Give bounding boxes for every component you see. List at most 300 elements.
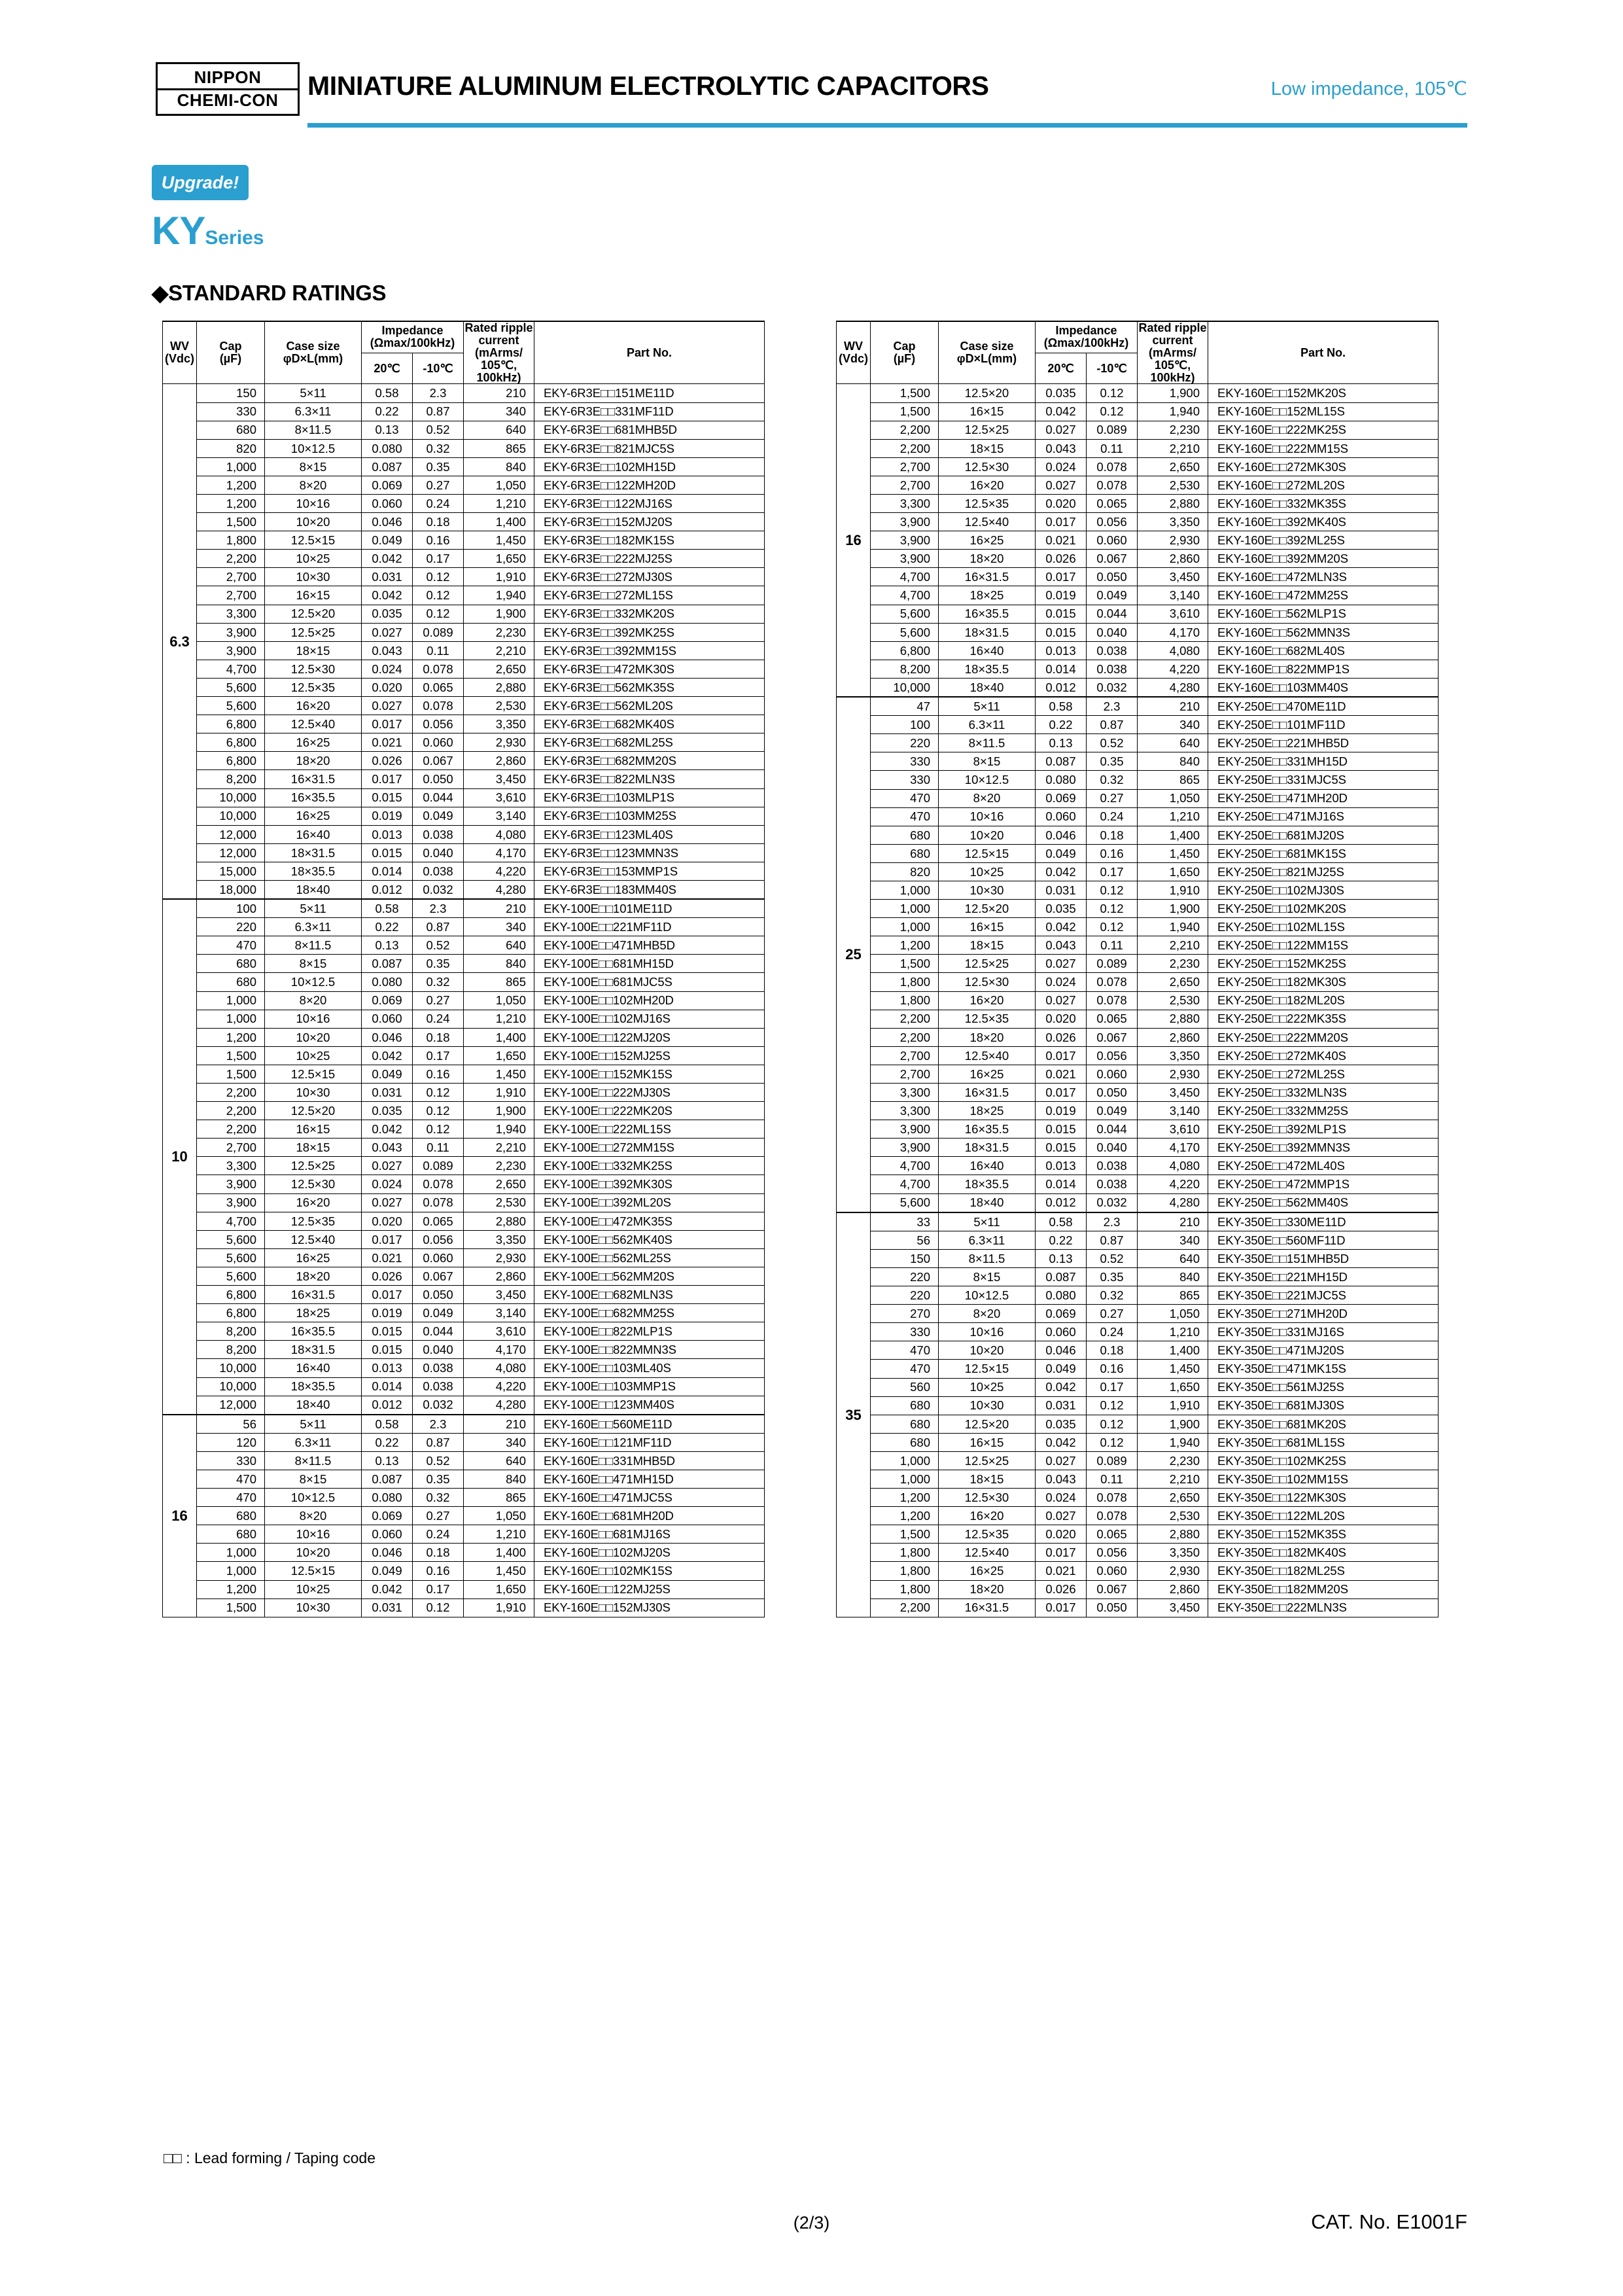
impedance-m10c-cell: 2.3 xyxy=(413,1415,464,1434)
impedance-m10c-cell: 0.24 xyxy=(413,495,464,513)
case-size-cell: 18×20 xyxy=(265,1267,362,1285)
case-size-cell: 8×20 xyxy=(265,476,362,494)
ripple-current-cell: 4,220 xyxy=(464,1377,534,1396)
cap-cell: 56 xyxy=(871,1231,939,1249)
impedance-m10c-cell: 0.056 xyxy=(1087,513,1138,531)
part-no-cell: EKY-160E□□392ML25S xyxy=(1208,531,1439,550)
impedance-20c-cell: 0.043 xyxy=(362,641,413,660)
impedance-m10c-cell: 0.056 xyxy=(413,715,464,733)
wv-cell: 35 xyxy=(837,1212,871,1617)
page-number: (2/3) xyxy=(793,2213,830,2233)
case-size-cell: 10×16 xyxy=(939,807,1036,826)
table-row xyxy=(837,1580,1439,1598)
part-no-cell: EKY-160E□□102MK15S xyxy=(534,1562,765,1580)
impedance-20c-cell: 0.080 xyxy=(1036,771,1087,789)
case-size-cell: 6.3×11 xyxy=(265,918,362,936)
table-row xyxy=(163,770,765,788)
part-no-cell: EKY-250E□□182ML20S xyxy=(1208,991,1439,1010)
lead-forming-note: □□ : Lead forming / Taping code xyxy=(164,2149,375,2166)
ripple-current-cell: 4,170 xyxy=(1138,1139,1208,1157)
table-row xyxy=(837,1378,1439,1396)
part-no-cell: EKY-250E□□102MK20S xyxy=(1208,900,1439,918)
cap-cell: 8,200 xyxy=(197,770,265,788)
case-size-cell: 16×20 xyxy=(939,476,1036,494)
case-size-cell: 18×31.5 xyxy=(939,623,1036,641)
table-row xyxy=(163,1084,765,1102)
table-row xyxy=(163,1470,765,1488)
part-no-cell: EKY-350E□□222MLN3S xyxy=(1208,1598,1439,1617)
ripple-current-cell: 3,450 xyxy=(464,1286,534,1304)
part-no-cell: EKY-250E□□221MHB5D xyxy=(1208,734,1439,752)
impedance-m10c-cell: 0.12 xyxy=(413,568,464,586)
table-row xyxy=(837,734,1439,752)
ripple-current-cell: 1,940 xyxy=(1138,918,1208,936)
impedance-m10c-cell: 0.12 xyxy=(1087,384,1138,402)
table-row xyxy=(837,955,1439,973)
table-row xyxy=(163,843,765,862)
cap-cell: 1,000 xyxy=(871,918,939,936)
cap-cell: 1,500 xyxy=(871,1525,939,1544)
table-row xyxy=(163,457,765,476)
part-no-cell: EKY-350E□□331MJ16S xyxy=(1208,1323,1439,1341)
cap-cell: 2,700 xyxy=(197,1139,265,1157)
table-row xyxy=(163,1046,765,1065)
ripple-current-cell: 3,610 xyxy=(1138,605,1208,623)
case-size-cell: 10×25 xyxy=(265,1046,362,1065)
impedance-m10c-cell: 0.089 xyxy=(1087,1451,1138,1470)
table-row xyxy=(837,1525,1439,1544)
part-no-cell: EKY-350E□□681ML15S xyxy=(1208,1433,1439,1451)
impedance-20c-cell: 0.020 xyxy=(1036,1525,1087,1544)
cap-cell: 4,700 xyxy=(871,586,939,605)
cap-cell: 1,200 xyxy=(871,1507,939,1525)
header-part-no: Part No. xyxy=(1208,321,1439,384)
case-size-cell: 12.5×35 xyxy=(265,1212,362,1230)
part-no-cell: EKY-100E□□471MHB5D xyxy=(534,936,765,955)
impedance-20c-cell: 0.042 xyxy=(362,550,413,568)
table-row xyxy=(837,623,1439,641)
cap-cell: 470 xyxy=(197,1470,265,1488)
cap-cell: 220 xyxy=(197,918,265,936)
table-row xyxy=(837,826,1439,844)
ripple-current-cell: 1,940 xyxy=(464,1120,534,1139)
table-row xyxy=(163,1396,765,1415)
impedance-20c-cell: 0.027 xyxy=(1036,1507,1087,1525)
case-size-cell: 5×11 xyxy=(265,899,362,918)
case-size-cell: 16×35.5 xyxy=(265,788,362,807)
case-size-cell: 12.5×30 xyxy=(265,1175,362,1193)
part-no-cell: EKY-250E□□272ML25S xyxy=(1208,1065,1439,1083)
table-row xyxy=(837,1157,1439,1175)
impedance-m10c-cell: 0.067 xyxy=(1087,550,1138,568)
cap-cell: 680 xyxy=(871,844,939,862)
impedance-m10c-cell: 0.040 xyxy=(413,1341,464,1359)
cap-cell: 1,800 xyxy=(871,991,939,1010)
ripple-current-cell: 2,210 xyxy=(464,1139,534,1157)
table-row xyxy=(837,605,1439,623)
cap-cell: 150 xyxy=(871,1249,939,1267)
table-row xyxy=(837,900,1439,918)
impedance-m10c-cell: 0.032 xyxy=(1087,678,1138,697)
impedance-m10c-cell: 0.32 xyxy=(1087,771,1138,789)
case-size-cell: 10×20 xyxy=(939,1341,1036,1360)
table-row xyxy=(837,660,1439,678)
impedance-m10c-cell: 0.24 xyxy=(1087,807,1138,826)
case-size-cell: 12.5×40 xyxy=(939,513,1036,531)
case-size-cell: 12.5×20 xyxy=(265,1102,362,1120)
header-impedance-m10c: -10℃ xyxy=(413,353,464,384)
part-no-cell: EKY-350E□□102MM15S xyxy=(1208,1470,1439,1488)
part-no-cell: EKY-100E□□222MJ30S xyxy=(534,1084,765,1102)
case-size-cell: 16×15 xyxy=(939,1433,1036,1451)
ripple-current-cell: 865 xyxy=(1138,771,1208,789)
impedance-m10c-cell: 0.078 xyxy=(1087,991,1138,1010)
ripple-current-cell: 2,530 xyxy=(1138,1507,1208,1525)
ripple-current-cell: 865 xyxy=(464,1489,534,1507)
header-impedance: Impedance (Ωmax/100kHz) xyxy=(1036,321,1138,353)
impedance-20c-cell: 0.060 xyxy=(1036,1323,1087,1341)
cap-cell: 3,300 xyxy=(871,1084,939,1102)
impedance-m10c-cell: 0.32 xyxy=(413,439,464,457)
ripple-current-cell: 1,650 xyxy=(464,1046,534,1065)
impedance-20c-cell: 0.58 xyxy=(362,384,413,402)
impedance-m10c-cell: 0.056 xyxy=(1087,1544,1138,1562)
impedance-20c-cell: 0.027 xyxy=(362,623,413,641)
table-row xyxy=(837,697,1439,716)
cap-cell: 1,500 xyxy=(197,1598,265,1617)
cap-cell: 680 xyxy=(197,973,265,991)
table-row xyxy=(837,641,1439,660)
impedance-20c-cell: 0.22 xyxy=(362,918,413,936)
ripple-current-cell: 1,910 xyxy=(1138,881,1208,899)
part-no-cell: EKY-160E□□331MHB5D xyxy=(534,1451,765,1470)
part-no-cell: EKY-6R3E□□332MK20S xyxy=(534,605,765,623)
case-size-cell: 16×40 xyxy=(265,825,362,843)
ripple-current-cell: 1,940 xyxy=(464,586,534,605)
impedance-20c-cell: 0.027 xyxy=(1036,421,1087,439)
table-row xyxy=(163,402,765,421)
case-size-cell: 10×16 xyxy=(265,1525,362,1544)
ripple-current-cell: 4,220 xyxy=(1138,660,1208,678)
table-row xyxy=(163,1139,765,1157)
cap-cell: 2,700 xyxy=(871,1065,939,1083)
impedance-20c-cell: 0.080 xyxy=(362,1489,413,1507)
case-size-cell: 8×15 xyxy=(265,457,362,476)
ripple-current-cell: 210 xyxy=(1138,697,1208,716)
part-no-cell: EKY-100E□□681MJC5S xyxy=(534,973,765,991)
case-size-cell: 12.5×35 xyxy=(939,495,1036,513)
impedance-m10c-cell: 0.067 xyxy=(413,752,464,770)
case-size-cell: 8×15 xyxy=(939,1267,1036,1286)
cap-cell: 1,200 xyxy=(197,1580,265,1598)
table-row xyxy=(837,1028,1439,1046)
ripple-current-cell: 1,900 xyxy=(1138,384,1208,402)
cap-cell: 680 xyxy=(871,1415,939,1433)
part-no-cell: EKY-6R3E□□682ML25S xyxy=(534,733,765,752)
part-no-cell: EKY-100E□□562ML25S xyxy=(534,1248,765,1267)
cap-cell: 220 xyxy=(871,1267,939,1286)
impedance-m10c-cell: 0.050 xyxy=(1087,1084,1138,1102)
table-head xyxy=(163,321,765,384)
impedance-20c-cell: 0.031 xyxy=(362,1084,413,1102)
impedance-m10c-cell: 0.16 xyxy=(413,1562,464,1580)
impedance-20c-cell: 0.020 xyxy=(1036,1010,1087,1028)
impedance-m10c-cell: 0.87 xyxy=(413,402,464,421)
ripple-current-cell: 2,930 xyxy=(1138,1562,1208,1580)
impedance-20c-cell: 0.026 xyxy=(1036,1028,1087,1046)
impedance-20c-cell: 0.060 xyxy=(1036,807,1087,826)
impedance-20c-cell: 0.020 xyxy=(362,678,413,696)
impedance-m10c-cell: 0.089 xyxy=(1087,421,1138,439)
impedance-20c-cell: 0.049 xyxy=(362,531,413,550)
table-row xyxy=(163,1433,765,1451)
impedance-20c-cell: 0.080 xyxy=(362,973,413,991)
impedance-20c-cell: 0.027 xyxy=(1036,476,1087,494)
part-no-cell: EKY-250E□□331MJC5S xyxy=(1208,771,1439,789)
part-no-cell: EKY-100E□□682MM25S xyxy=(534,1304,765,1322)
table-row xyxy=(163,715,765,733)
impedance-20c-cell: 0.017 xyxy=(1036,1598,1087,1617)
case-size-cell: 10×30 xyxy=(939,1396,1036,1415)
part-no-cell: EKY-350E□□152MK35S xyxy=(1208,1525,1439,1544)
part-no-cell: EKY-350E□□221MJC5S xyxy=(1208,1286,1439,1305)
table-row xyxy=(837,881,1439,899)
cap-cell: 680 xyxy=(871,826,939,844)
cap-cell: 2,700 xyxy=(197,586,265,605)
part-no-cell: EKY-160E□□103MM40S xyxy=(1208,678,1439,697)
table-row xyxy=(163,1193,765,1212)
part-no-cell: EKY-350E□□681MK20S xyxy=(1208,1415,1439,1433)
cap-cell: 6,800 xyxy=(197,733,265,752)
impedance-20c-cell: 0.026 xyxy=(362,752,413,770)
table-row xyxy=(163,495,765,513)
table-row xyxy=(837,402,1439,421)
impedance-20c-cell: 0.015 xyxy=(362,1341,413,1359)
ripple-current-cell: 3,450 xyxy=(1138,1084,1208,1102)
ripple-current-cell: 2,860 xyxy=(464,1267,534,1285)
table-row xyxy=(837,973,1439,991)
impedance-m10c-cell: 0.18 xyxy=(1087,826,1138,844)
table-row xyxy=(163,697,765,715)
ripple-current-cell: 3,450 xyxy=(464,770,534,788)
table-row xyxy=(163,1580,765,1598)
case-size-cell: 18×35.5 xyxy=(265,862,362,880)
case-size-cell: 12.5×25 xyxy=(939,421,1036,439)
impedance-20c-cell: 0.017 xyxy=(362,770,413,788)
table-row xyxy=(837,1175,1439,1193)
cap-cell: 1,800 xyxy=(871,973,939,991)
table-row xyxy=(837,918,1439,936)
table-row xyxy=(163,1341,765,1359)
impedance-20c-cell: 0.043 xyxy=(362,1139,413,1157)
impedance-20c-cell: 0.012 xyxy=(1036,1193,1087,1212)
page-subtitle: Low impedance, 105℃ xyxy=(1270,79,1467,99)
case-size-cell: 12.5×30 xyxy=(939,1489,1036,1507)
cap-cell: 3,900 xyxy=(871,513,939,531)
impedance-20c-cell: 0.087 xyxy=(362,955,413,973)
part-no-cell: EKY-100E□□102MJ16S xyxy=(534,1010,765,1028)
ripple-current-cell: 2,650 xyxy=(1138,1489,1208,1507)
ripple-current-cell: 865 xyxy=(1138,1286,1208,1305)
table-row xyxy=(163,586,765,605)
part-no-cell: EKY-160E□□222MK25S xyxy=(1208,421,1439,439)
ripple-current-cell: 2,650 xyxy=(464,1175,534,1193)
impedance-20c-cell: 0.021 xyxy=(1036,531,1087,550)
part-no-cell: EKY-100E□□392ML20S xyxy=(534,1193,765,1212)
impedance-20c-cell: 0.031 xyxy=(1036,881,1087,899)
ripple-current-cell: 2,650 xyxy=(1138,973,1208,991)
cap-cell: 680 xyxy=(197,1507,265,1525)
ripple-current-cell: 3,140 xyxy=(1138,1102,1208,1120)
impedance-20c-cell: 0.027 xyxy=(1036,955,1087,973)
impedance-m10c-cell: 0.078 xyxy=(1087,476,1138,494)
case-size-cell: 18×35.5 xyxy=(265,1377,362,1396)
case-size-cell: 10×20 xyxy=(939,826,1036,844)
impedance-m10c-cell: 0.038 xyxy=(1087,1175,1138,1193)
cap-cell: 1,000 xyxy=(871,900,939,918)
cap-cell: 330 xyxy=(197,1451,265,1470)
ripple-current-cell: 3,350 xyxy=(1138,1544,1208,1562)
impedance-20c-cell: 0.019 xyxy=(1036,1102,1087,1120)
case-size-cell: 16×20 xyxy=(939,991,1036,1010)
impedance-20c-cell: 0.049 xyxy=(362,1562,413,1580)
table-row xyxy=(163,531,765,550)
ripple-current-cell: 2,930 xyxy=(464,733,534,752)
part-no-cell: EKY-6R3E□□562MK35S xyxy=(534,678,765,696)
impedance-20c-cell: 0.012 xyxy=(362,880,413,899)
part-no-cell: EKY-250E□□152MK25S xyxy=(1208,955,1439,973)
cap-cell: 2,200 xyxy=(197,1120,265,1139)
ripple-current-cell: 1,450 xyxy=(464,1562,534,1580)
table-row xyxy=(163,678,765,696)
impedance-20c-cell: 0.015 xyxy=(362,843,413,862)
table-row xyxy=(837,1544,1439,1562)
case-size-cell: 6.3×11 xyxy=(265,402,362,421)
impedance-m10c-cell: 0.16 xyxy=(413,531,464,550)
ripple-current-cell: 2,530 xyxy=(464,697,534,715)
ripple-current-cell: 340 xyxy=(464,402,534,421)
impedance-20c-cell: 0.013 xyxy=(1036,641,1087,660)
case-size-cell: 10×25 xyxy=(265,550,362,568)
table-row xyxy=(837,457,1439,476)
part-no-cell: EKY-100E□□472MK35S xyxy=(534,1212,765,1230)
impedance-m10c-cell: 0.060 xyxy=(413,1248,464,1267)
ripple-current-cell: 2,530 xyxy=(1138,991,1208,1010)
case-size-cell: 8×15 xyxy=(265,955,362,973)
table-row xyxy=(163,1451,765,1470)
case-size-cell: 18×40 xyxy=(265,1396,362,1415)
part-no-cell: EKY-250E□□102ML15S xyxy=(1208,918,1439,936)
case-size-cell: 8×20 xyxy=(939,1305,1036,1323)
impedance-20c-cell: 0.049 xyxy=(1036,844,1087,862)
ripple-current-cell: 1,400 xyxy=(464,1544,534,1562)
ripple-current-cell: 210 xyxy=(1138,1212,1208,1231)
table-row xyxy=(163,807,765,825)
ripple-current-cell: 1,650 xyxy=(464,550,534,568)
cap-cell: 3,900 xyxy=(197,1193,265,1212)
ripple-current-cell: 1,650 xyxy=(464,1580,534,1598)
table-row xyxy=(837,1010,1439,1028)
impedance-m10c-cell: 0.038 xyxy=(1087,641,1138,660)
case-size-cell: 10×16 xyxy=(939,1323,1036,1341)
cap-cell: 1,500 xyxy=(871,955,939,973)
case-size-cell: 10×20 xyxy=(265,1544,362,1562)
cap-cell: 5,600 xyxy=(197,697,265,715)
impedance-m10c-cell: 0.089 xyxy=(413,1157,464,1175)
impedance-m10c-cell: 0.050 xyxy=(413,1286,464,1304)
case-size-cell: 12.5×25 xyxy=(939,955,1036,973)
ripple-current-cell: 640 xyxy=(464,936,534,955)
impedance-m10c-cell: 0.18 xyxy=(413,513,464,531)
case-size-cell: 10×16 xyxy=(265,495,362,513)
cap-cell: 1,500 xyxy=(871,402,939,421)
case-size-cell: 18×31.5 xyxy=(265,1341,362,1359)
ripple-current-cell: 1,900 xyxy=(1138,1415,1208,1433)
impedance-m10c-cell: 0.24 xyxy=(413,1525,464,1544)
cap-cell: 1,200 xyxy=(197,1028,265,1046)
case-size-cell: 8×11.5 xyxy=(265,936,362,955)
part-no-cell: EKY-100E□□222MK20S xyxy=(534,1102,765,1120)
impedance-20c-cell: 0.042 xyxy=(1036,918,1087,936)
part-no-cell: EKY-160E□□560ME11D xyxy=(534,1415,765,1434)
impedance-20c-cell: 0.035 xyxy=(1036,384,1087,402)
impedance-m10c-cell: 0.17 xyxy=(1087,1378,1138,1396)
part-no-cell: EKY-100E□□822MLP1S xyxy=(534,1322,765,1341)
cap-cell: 680 xyxy=(871,1396,939,1415)
ripple-current-cell: 2,230 xyxy=(1138,955,1208,973)
cap-cell: 2,200 xyxy=(871,439,939,457)
part-no-cell: EKY-100E□□562MM20S xyxy=(534,1267,765,1285)
part-no-cell: EKY-160E□□152MJ30S xyxy=(534,1598,765,1617)
cap-cell: 6,800 xyxy=(197,715,265,733)
case-size-cell: 10×20 xyxy=(265,1028,362,1046)
header-divider xyxy=(307,123,1467,128)
impedance-m10c-cell: 0.038 xyxy=(413,1359,464,1377)
part-no-cell: EKY-250E□□392MMN3S xyxy=(1208,1139,1439,1157)
table-row xyxy=(837,1562,1439,1580)
impedance-20c-cell: 0.080 xyxy=(1036,1286,1087,1305)
table-row xyxy=(163,550,765,568)
impedance-m10c-cell: 0.17 xyxy=(413,1580,464,1598)
case-size-cell: 12.5×15 xyxy=(265,1562,362,1580)
impedance-m10c-cell: 0.52 xyxy=(413,421,464,439)
cap-cell: 1,000 xyxy=(197,457,265,476)
cap-cell: 12,000 xyxy=(197,825,265,843)
table-row xyxy=(837,384,1439,402)
case-size-cell: 16×31.5 xyxy=(939,1084,1036,1102)
table-row xyxy=(163,1267,765,1285)
part-no-cell: EKY-100E□□822MMN3S xyxy=(534,1341,765,1359)
ripple-current-cell: 1,210 xyxy=(464,495,534,513)
table-row xyxy=(163,752,765,770)
cap-cell: 220 xyxy=(871,1286,939,1305)
part-no-cell: EKY-160E□□471MJC5S xyxy=(534,1489,765,1507)
table-row xyxy=(837,513,1439,531)
cap-cell: 10,000 xyxy=(197,1359,265,1377)
impedance-m10c-cell: 0.038 xyxy=(1087,660,1138,678)
table-row xyxy=(837,1231,1439,1249)
ripple-current-cell: 2,530 xyxy=(1138,476,1208,494)
table-row xyxy=(837,844,1439,862)
impedance-20c-cell: 0.020 xyxy=(362,1212,413,1230)
impedance-m10c-cell: 0.87 xyxy=(413,918,464,936)
impedance-20c-cell: 0.035 xyxy=(1036,900,1087,918)
cap-cell: 5,600 xyxy=(871,605,939,623)
part-no-cell: EKY-100E□□681MH15D xyxy=(534,955,765,973)
cap-cell: 1,200 xyxy=(871,1489,939,1507)
header-impedance-20c: 20℃ xyxy=(362,353,413,384)
header-cap: Cap (µF) xyxy=(197,321,265,384)
